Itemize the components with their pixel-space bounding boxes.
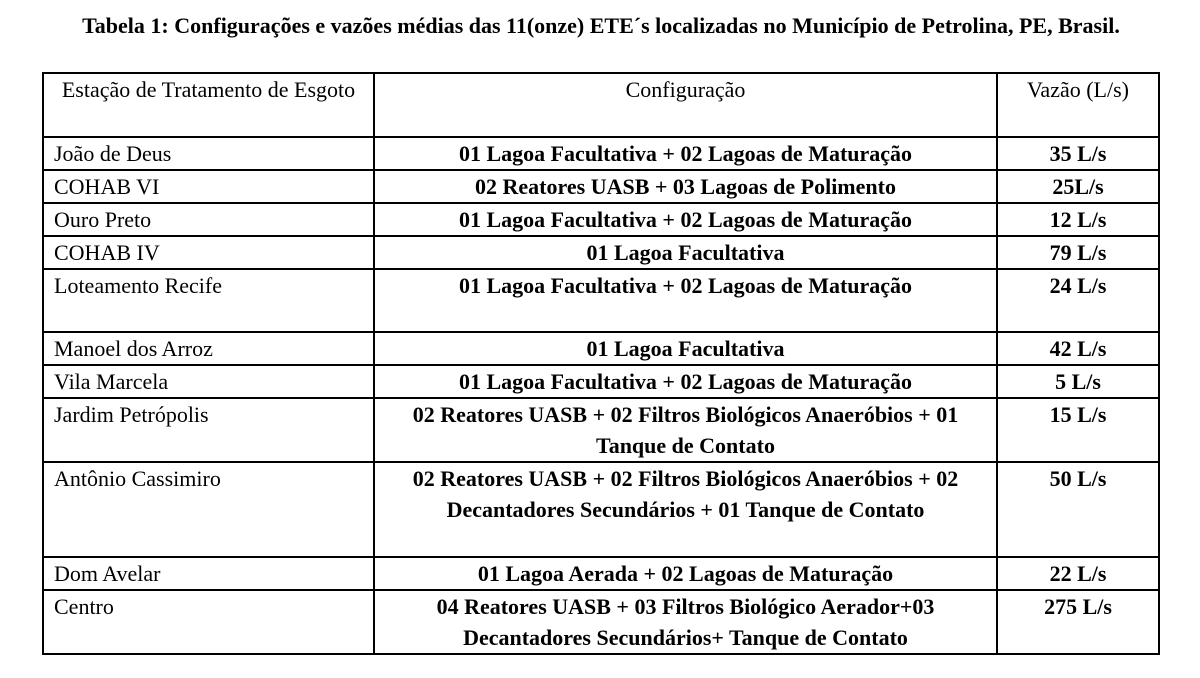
station-flow: 15 L/s — [997, 398, 1159, 462]
station-config: 01 Lagoa Facultativa — [374, 236, 997, 269]
station-config: 01 Lagoa Facultativa + 02 Lagoas de Maturação — [374, 137, 997, 170]
station-name: Jardim Petrópolis — [43, 398, 374, 462]
station-flow: 12 L/s — [997, 203, 1159, 236]
station-config: 02 Reatores UASB + 02 Filtros Biológicos Anaeróbios + 01 Tanque de Contato — [374, 398, 997, 462]
table-row — [43, 365, 1159, 398]
station-config: 01 Lagoa Facultativa — [374, 332, 997, 365]
station-name: COHAB IV — [43, 236, 374, 269]
table-row — [43, 236, 1159, 269]
station-flow: 42 L/s — [997, 332, 1159, 365]
table-row — [43, 332, 1159, 365]
table-row — [43, 269, 1159, 332]
station-name: Manoel dos Arroz — [43, 332, 374, 365]
table-row — [43, 557, 1159, 590]
table-row — [43, 590, 1159, 654]
table-row — [43, 137, 1159, 170]
station-flow: 275 L/s — [997, 590, 1159, 654]
station-flow: 5 L/s — [997, 365, 1159, 398]
station-name: Centro — [43, 590, 374, 654]
station-config: 01 Lagoa Facultativa + 02 Lagoas de Maturação — [374, 365, 997, 398]
station-flow: 35 L/s — [997, 137, 1159, 170]
station-flow: 50 L/s — [997, 462, 1159, 557]
station-config: 02 Reatores UASB + 03 Lagoas de Polimento — [374, 170, 997, 203]
station-name: Vila Marcela — [43, 365, 374, 398]
station-config: 01 Lagoa Facultativa + 02 Lagoas de Maturação — [374, 269, 997, 332]
header-configuration: Configuração — [374, 73, 997, 137]
header-station: Estação de Tratamento de Esgoto — [43, 73, 374, 137]
station-flow: 25L/s — [997, 170, 1159, 203]
station-flow: 24 L/s — [997, 269, 1159, 332]
table-caption: Tabela 1: Configurações e vazões médias das 11(onze) ETE´s localizadas no Município de Petrolina, PE, Brasil. — [82, 13, 1120, 38]
station-flow: 79 L/s — [997, 236, 1159, 269]
table-row — [43, 170, 1159, 203]
header-row — [43, 73, 1159, 137]
station-name: Loteamento Recife — [43, 269, 374, 332]
station-flow: 22 L/s — [997, 557, 1159, 590]
station-config: 01 Lagoa Facultativa + 02 Lagoas de Maturação — [374, 203, 997, 236]
station-config: 02 Reatores UASB + 02 Filtros Biológicos Anaeróbios + 02 Decantadores Secundários + 01 Tanque de Contato — [374, 462, 997, 557]
ete-table — [42, 72, 1160, 655]
station-name: Antônio Cassimiro — [43, 462, 374, 557]
header-flow: Vazão (L/s) — [997, 73, 1159, 137]
station-config: 04 Reatores UASB + 03 Filtros Biológico Aerador+03 Decantadores Secundários+ Tanque de Contato — [374, 590, 997, 654]
station-name: Dom Avelar — [43, 557, 374, 590]
station-name: João de Deus — [43, 137, 374, 170]
table-row — [43, 203, 1159, 236]
table-row — [43, 398, 1159, 462]
station-name: COHAB VI — [43, 170, 374, 203]
station-config: 01 Lagoa Aerada + 02 Lagoas de Maturação — [374, 557, 997, 590]
table-row — [43, 462, 1159, 557]
station-name: Ouro Preto — [43, 203, 374, 236]
